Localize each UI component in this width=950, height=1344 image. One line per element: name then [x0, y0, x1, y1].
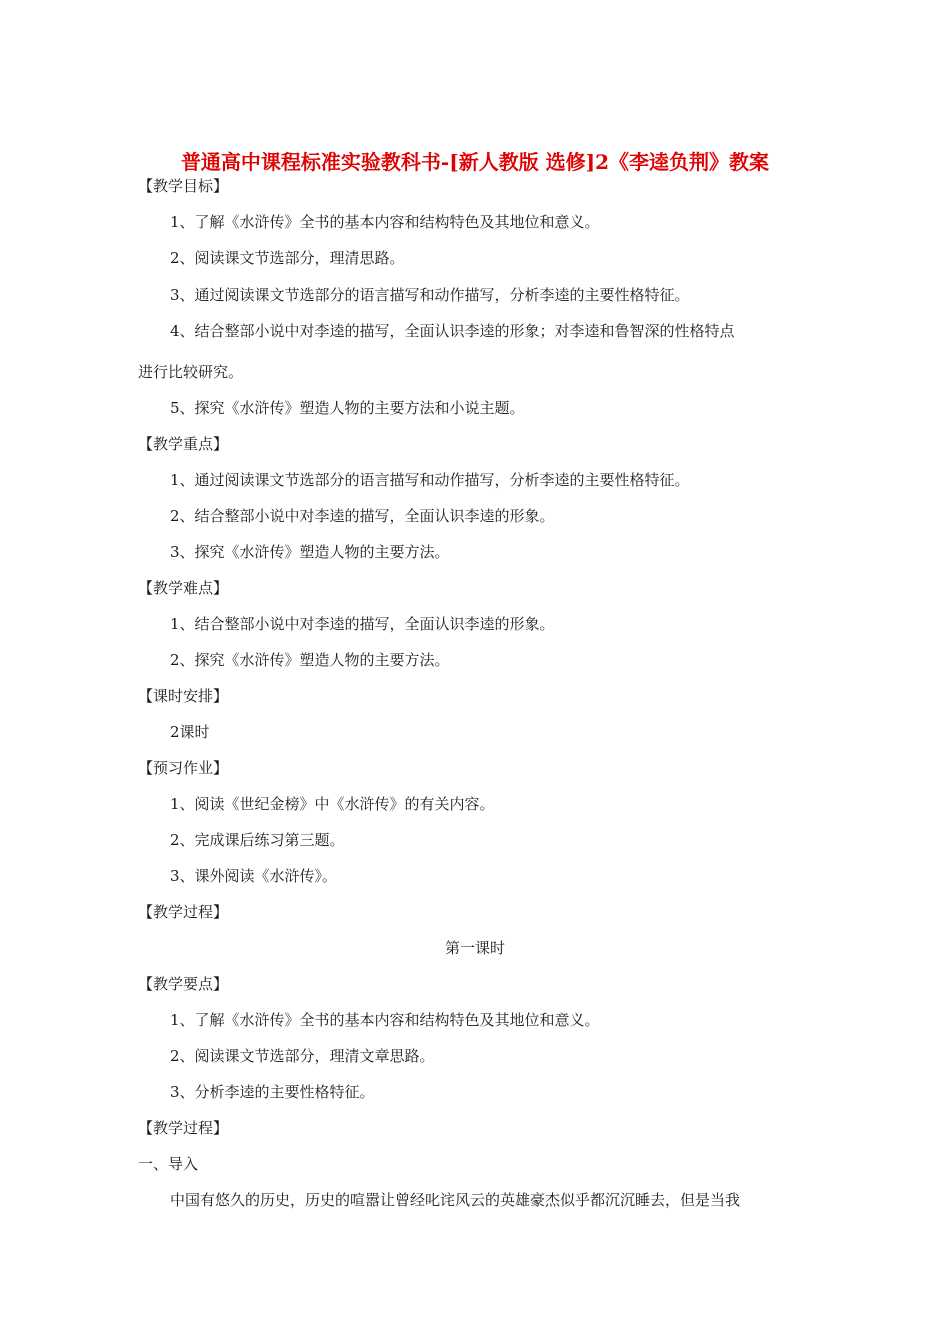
goal-item: 2、阅读课文节选部分，理清思路。: [170, 249, 405, 267]
schedule-text: 2课时: [170, 723, 210, 741]
subsection-heading-intro: 一、导入: [138, 1155, 199, 1173]
goal-item: 1、了解《水浒传》全书的基本内容和结构特色及其地位和意义。: [170, 213, 600, 231]
intro-paragraph: 中国有悠久的历史，历史的喧嚣让曾经叱诧风云的英雄豪杰似乎都沉沉睡去，但是当我: [170, 1191, 741, 1209]
goal-item-continuation: 进行比较研究。: [138, 363, 244, 381]
section-heading-process: 【教学过程】: [138, 903, 229, 921]
preview-item: 1、阅读《世纪金榜》中《水浒传》的有关内容。: [170, 795, 495, 813]
point-item: 1、了解《水浒传》全书的基本内容和结构特色及其地位和意义。: [170, 1011, 600, 1029]
point-item: 2、阅读课文节选部分，理清文章思路。: [170, 1047, 435, 1065]
preview-item: 3、课外阅读《水浒传》。: [170, 867, 338, 885]
key-item: 1、通过阅读课文节选部分的语言描写和动作描写，分析李逵的主要性格特征。: [170, 471, 690, 489]
difficulty-item: 1、结合整部小说中对李逵的描写，全面认识李逵的形象。: [170, 615, 555, 633]
section-heading-points: 【教学要点】: [138, 975, 229, 993]
difficulty-item: 2、探究《水浒传》塑造人物的主要方法。: [170, 651, 450, 669]
section-heading-key: 【教学重点】: [138, 435, 229, 453]
section-heading-schedule: 【课时安排】: [138, 687, 229, 705]
lesson-heading: 第一课时: [444, 939, 505, 957]
goal-item: 3、通过阅读课文节选部分的语言描写和动作描写，分析李逵的主要性格特征。: [170, 286, 690, 304]
point-item: 3、分析李逵的主要性格特征。: [170, 1083, 375, 1101]
key-item: 3、探究《水浒传》塑造人物的主要方法。: [170, 543, 450, 561]
preview-item: 2、完成课后练习第三题。: [170, 831, 345, 849]
section-heading-process-2: 【教学过程】: [138, 1119, 229, 1137]
goal-item: 4、结合整部小说中对李逵的描写，全面认识李逵的形象；对李逵和鲁智深的性格特点: [170, 322, 735, 340]
document-title: 普通高中课程标准实验教科书-[新人教版 选修]2《李逵负荆》教案: [180, 150, 770, 174]
goal-item: 5、探究《水浒传》塑造人物的主要方法和小说主题。: [170, 399, 525, 417]
key-item: 2、结合整部小说中对李逵的描写，全面认识李逵的形象。: [170, 507, 555, 525]
section-heading-difficulty: 【教学难点】: [138, 579, 229, 597]
section-heading-preview: 【预习作业】: [138, 759, 229, 777]
section-heading-goals: 【教学目标】: [138, 177, 229, 195]
